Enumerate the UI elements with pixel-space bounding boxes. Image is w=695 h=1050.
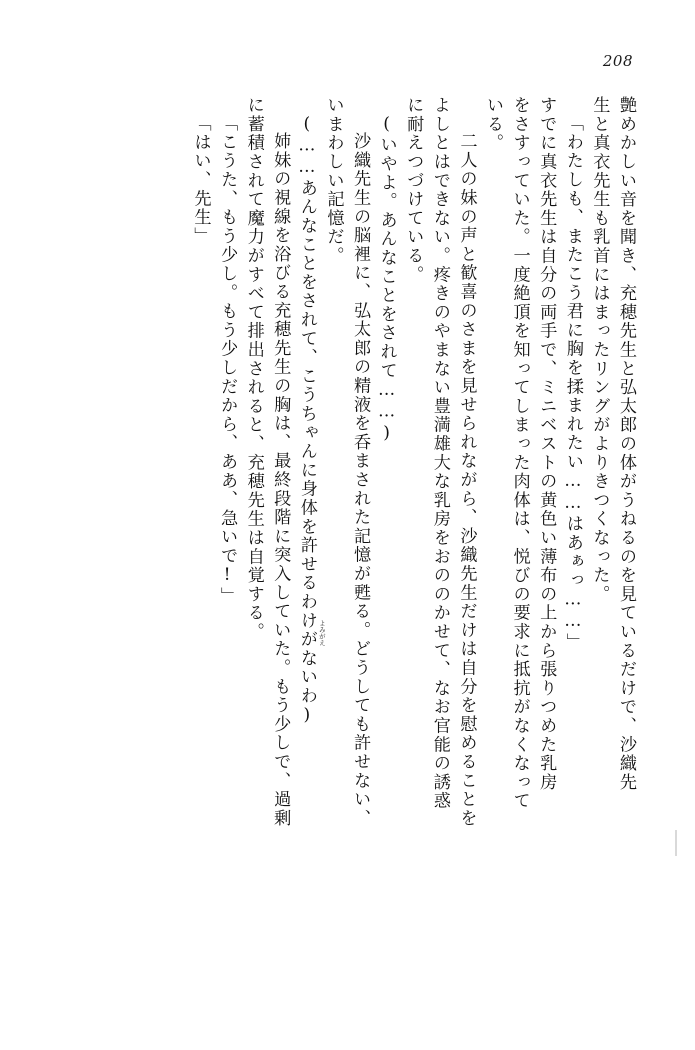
vertical-text-body (62, 96, 634, 976)
page-number: 208 (602, 52, 633, 70)
text-column: に蓄積されて魔力がすべて排出されると、充穂先生は自覚する。 (243, 96, 264, 642)
text-column: に耐えつづけている。 (403, 96, 424, 284)
text-column: 沙織先生の脳裡に、弘太郎の精液を呑まされた記憶が甦る。どうしても許せない、 (350, 132, 371, 828)
text-column: 「こうた、もう少し。もう少しだから、ああ、急いで!」 (217, 114, 238, 606)
text-column: 艶めかしい音を聞き、充穂先生と弘太郎の体がうねるのを見ているだけで、沙織先 (616, 96, 636, 792)
text-column: をさすっていた。一度絶頂を知ってしまった肉体は、悦びの要求に抵抗がなくなって (509, 96, 530, 811)
text-column: (……あんなことをされて、こうちゃんに身体を許せるわけがないわ) (296, 114, 317, 727)
text-column: 「はい、先生」 (190, 114, 211, 246)
text-column: いる。 (483, 96, 504, 153)
ruby-annotation: よみがえ (317, 620, 326, 646)
text-column: すでに真衣先生は自分の両手で、ミニベストの黄色い薄布の上から張りつめた乳房 (536, 96, 557, 792)
text-column: 姉妹の視線を浴びる充穂先生の胸は、最終段階に突入していた。もう少しで、過剰 (270, 132, 291, 828)
text-column: 二人の妹の声と歓喜のさまを見せられながら、沙織先生だけは自分を慰めることを (456, 132, 477, 828)
text-column: 「わたしも、またこう君に胸を揉まれたい……はあぁっ……」 (562, 114, 583, 652)
text-column: (いやよ。あんなことをされて……) (376, 114, 397, 445)
text-column: いまわしい記憶だ。 (323, 96, 344, 266)
text-column: 生と真衣先生も乳首にはまったリングがよりきつくなった。 (589, 96, 610, 604)
binding-edge-mark (675, 830, 677, 856)
text-column: よしとはできない。疼きのやまない豊満雄大な乳房をおののかせて、なお官能の誘惑 (429, 96, 450, 811)
